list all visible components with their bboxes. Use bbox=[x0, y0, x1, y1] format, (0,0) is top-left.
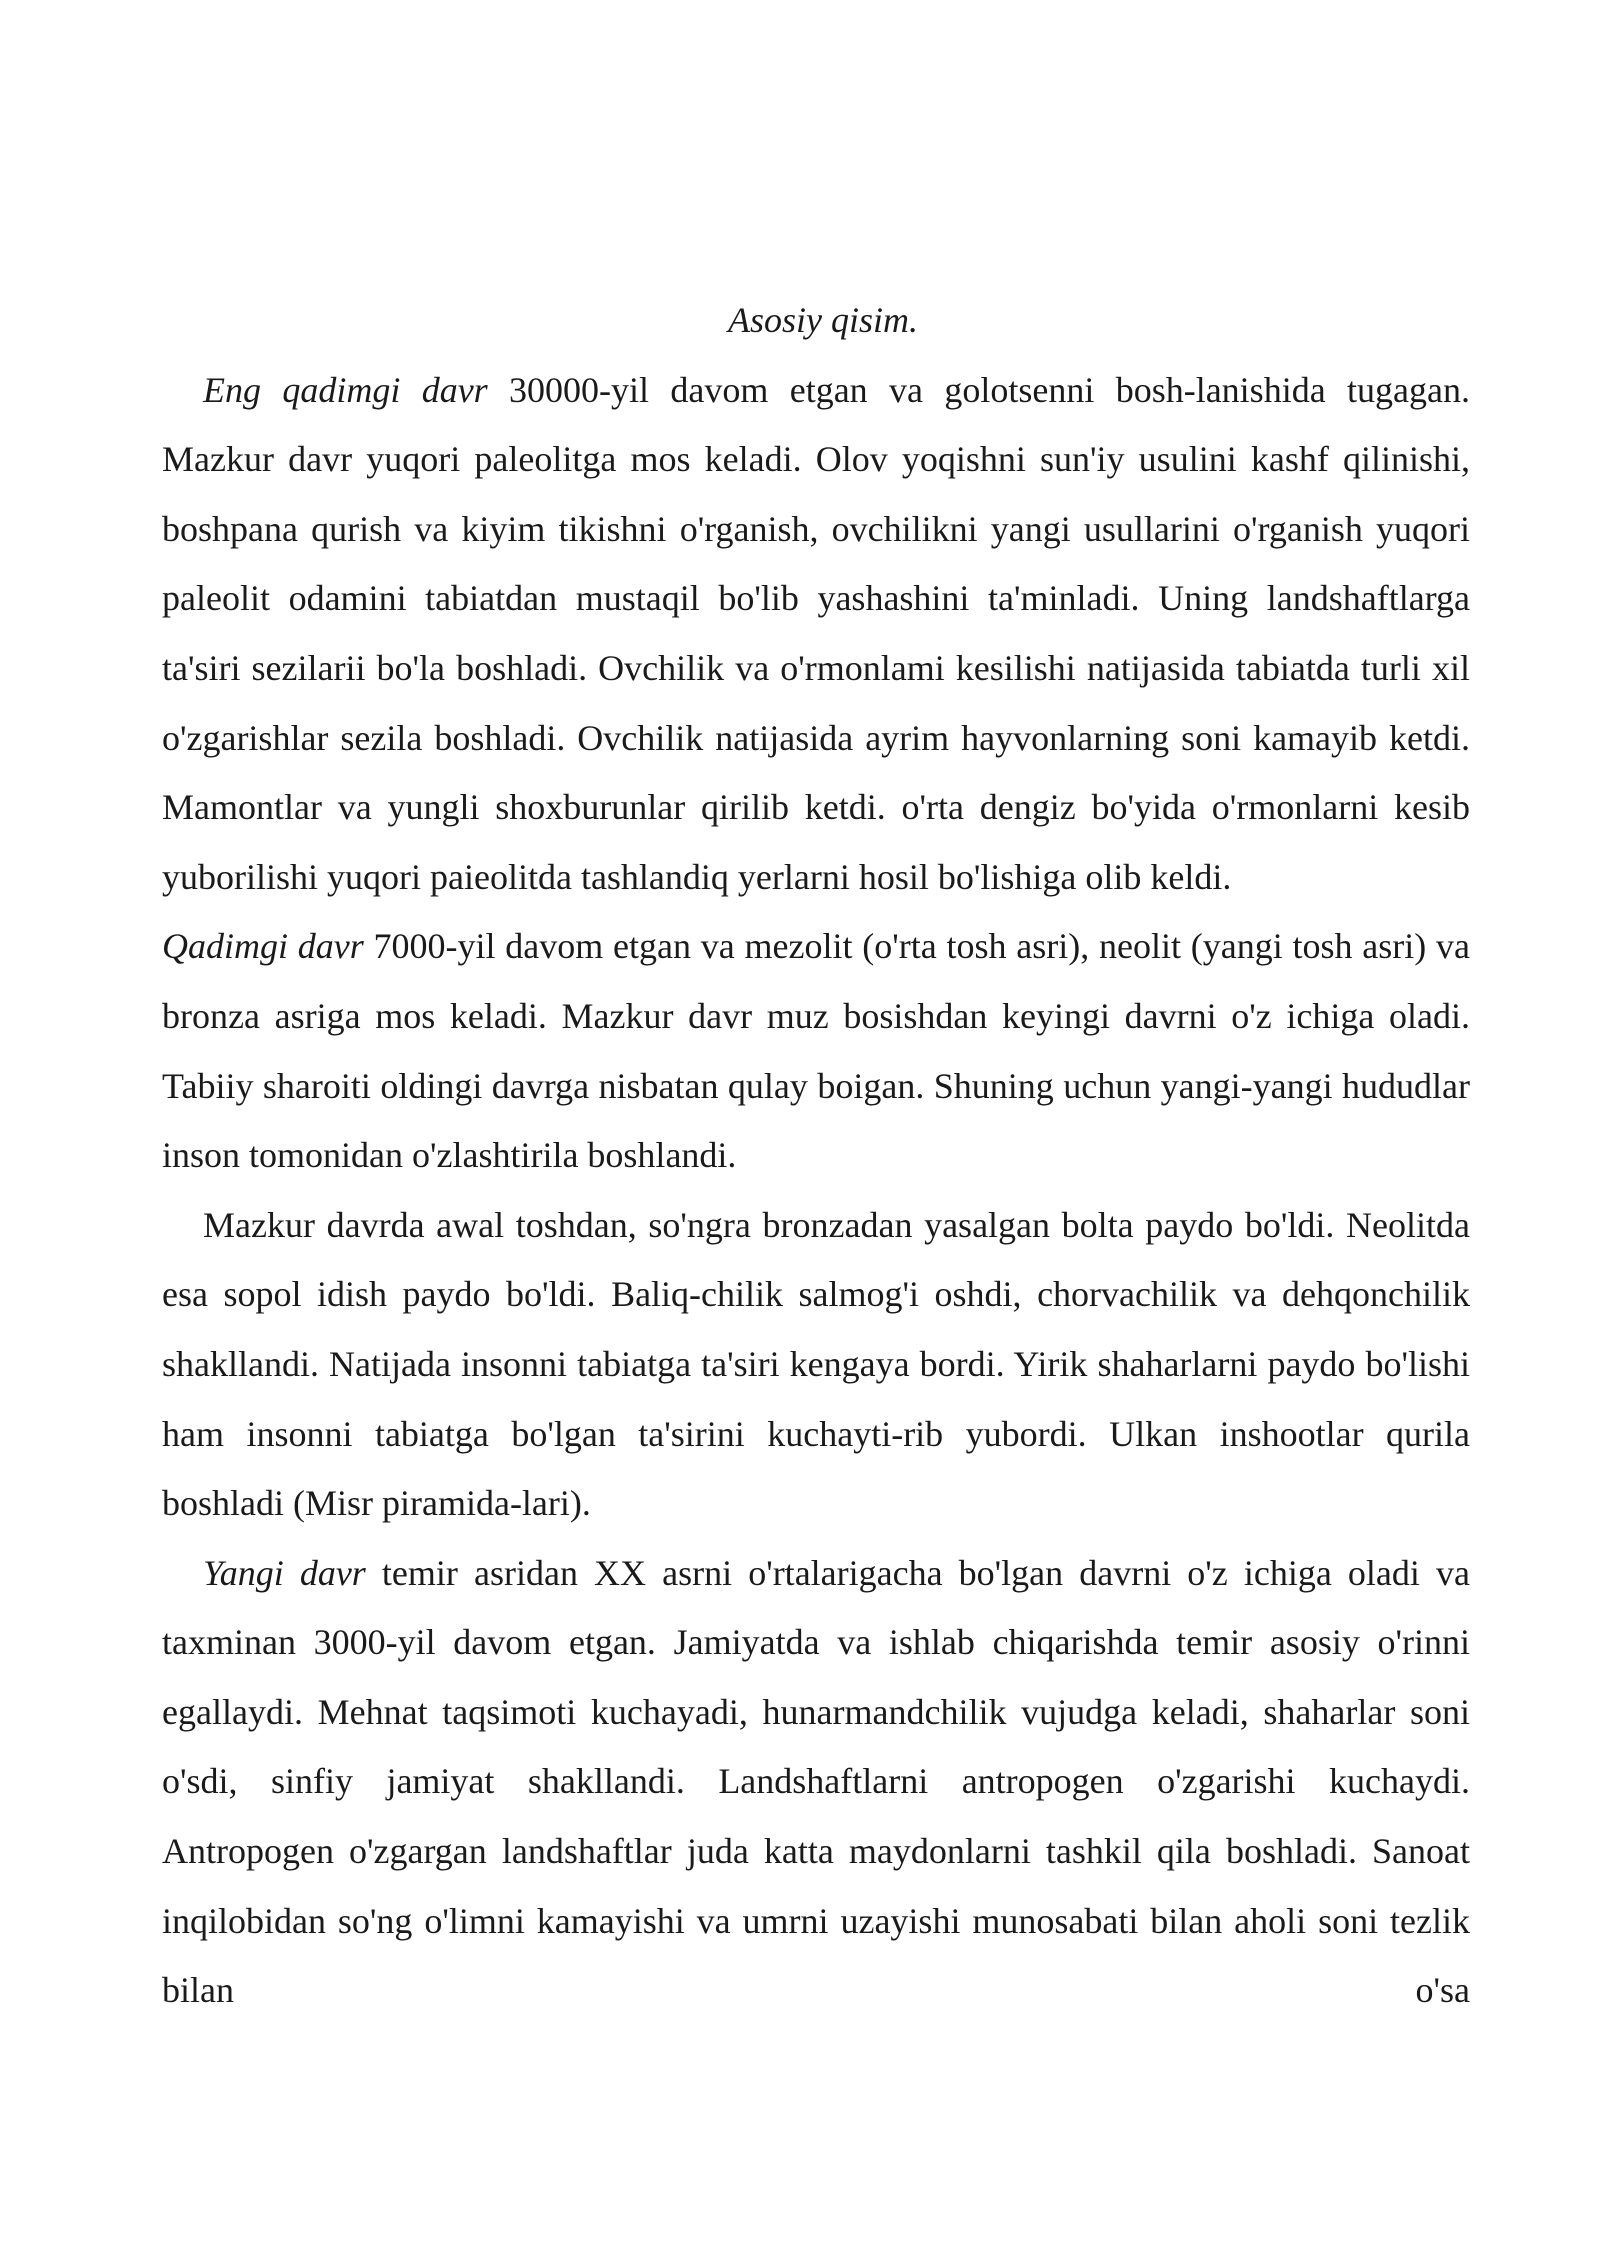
paragraph-eng-qadimgi-davr bbox=[162, 356, 1470, 913]
paragraph-term: Qadimgi davr bbox=[162, 926, 364, 967]
paragraph-yangi-davr bbox=[162, 1539, 1470, 2026]
paragraph-text: Mazkur davrda awal toshdan, so'ngra bronzadan yasalgan bolta paydo bo'ldi. Neolitda esa sopol idish paydo bo'ldi. Baliq-chilik salmog'i oshdi, chorvachilik va dehqonchilik shakllandi. Natijada insonni tabiatga ta'siri kengaya bordi. Yirik shaharlarni paydo bo'lishi ham insonni tabiatga bo'lgan ta'sirini kuchayti-rib yubordi. Ulkan inshootlar qurila boshladi (Misr piramida-lari). bbox=[162, 1204, 1470, 1524]
section-heading: Asosiy qisim. bbox=[727, 300, 918, 340]
paragraph-text: 30000-yil davom etgan va golotsenni bosh-lanishida tugagan. Mazkur davr yuqori paleolitga mos keladi. Olov yoqishni sun'iy usulini kashf qilinishi, boshpana qurish va kiyim tikishni o'rganish, ovchilikni yangi usullarini o'rganish yuqori paleolit odamini tabiatdan mustaqil bo'lib yashashini ta'minladi. Uning landshaftlarga ta'siri sezilarii bo'la boshladi. Ovchilik va o'rmonlami kesilishi natijasida tabiatda turli xil o'zgarishlar sezila boshladi. Ovchilik natijasida ayrim hayvonlarning soni kamayib ketdi. Mamontlar va yungli shoxburunlar qirilib ketdi. o'rta dengiz bo'yida o'rmonlarni kesib yuborilishi yuqori paieolitda tashlandiq yerlarni hosil bo'lishiga olib keldi. bbox=[162, 369, 1470, 897]
paragraph-term: Yangi davr bbox=[203, 1552, 366, 1593]
paragraph-mazkur-davrda bbox=[162, 1191, 1470, 1539]
paragraph-term: Eng qadimgi davr bbox=[203, 369, 488, 410]
paragraph-text: 7000-yil davom etgan va mezolit (o'rta tosh asri), neolit (yangi tosh asri) va bronza asriga mos keladi. Mazkur davr muz bosishdan keyingi davrni o'z ichiga oladi. Tabiiy sharoiti oldingi davrga nisbatan qulay boigan. Shuning uchun yangi-yangi hududlar inson tomonidan o'zlashtirila boshlandi. bbox=[162, 926, 1470, 1176]
document-body bbox=[162, 286, 1470, 2026]
paragraph-qadimgi-davr bbox=[162, 912, 1470, 1190]
paragraph-text: temir asridan XX asrni o'rtalarigacha bo'lgan davrni o'z ichiga oladi va taxminan 3000-yil davom etgan. Jamiyatda va ishlab chiqarishda temir asosiy o'rinni egallaydi. Mehnat taqsimoti kuchayadi, hunarmandchilik vujudga keladi, shaharlar soni o'sdi, sinfiy jamiyat shakllandi. Landshaftlarni antropogen o'zgarishi kuchaydi. Antropogen o'zgargan landshaftlar juda katta maydonlarni tashkil qila boshladi. Sanoat inqilobidan so'ng o'limni kamayishi va umrni uzayishi munosabati bilan aholi soni tezlik bilan o'sa bbox=[162, 1552, 1470, 2011]
